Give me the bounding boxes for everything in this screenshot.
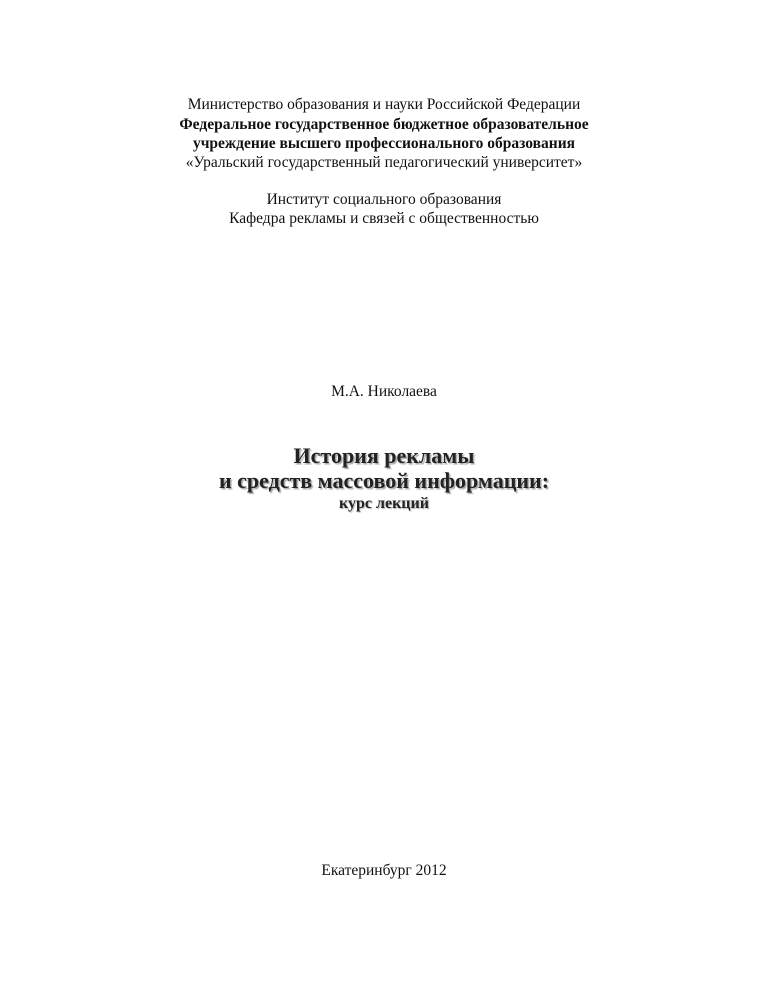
book-title-line-1: История рекламы bbox=[293, 443, 475, 468]
author-name: М.А. Николаева bbox=[331, 383, 437, 400]
book-subtitle: курс лекций bbox=[339, 495, 429, 512]
book-title-line-2: и средств массовой информации: bbox=[218, 468, 550, 493]
university-name: «Уральский государственный педагогический университет» bbox=[185, 154, 583, 171]
city-year: Екатеринбург 2012 bbox=[321, 862, 447, 879]
institution-type-line-2: учреждение высшего профессионального образования bbox=[192, 135, 576, 152]
institution-type-line-1: Федеральное государственное бюджетное образовательное bbox=[179, 116, 589, 133]
ministry-name: Министерство образования и науки Российской Федерации bbox=[187, 96, 581, 113]
department-name: Кафедра рекламы и связей с общественностью bbox=[229, 210, 539, 227]
institute-name: Институт социального образования bbox=[266, 191, 502, 208]
